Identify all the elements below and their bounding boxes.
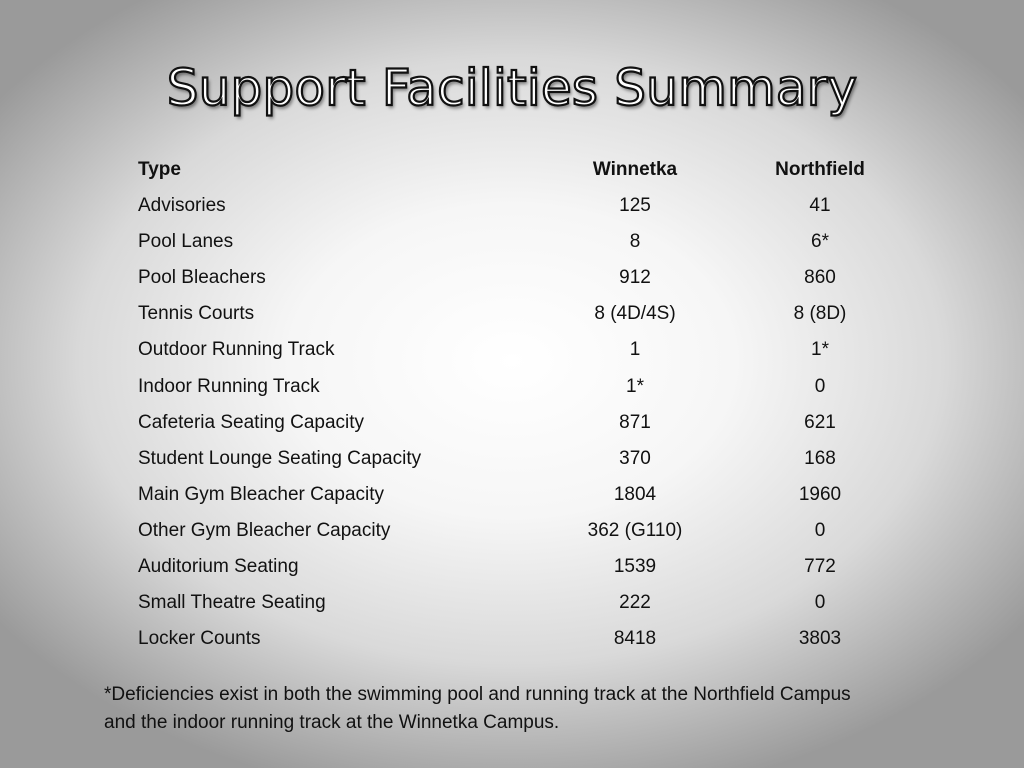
header-northfield: Northfield [775, 159, 865, 180]
row-type: Student Lounge Seating Capacity [138, 447, 422, 469]
table-row [138, 369, 918, 405]
row-type: Pool Lanes [138, 231, 234, 253]
row-winnetka: 222 [619, 592, 651, 614]
row-northfield: 0 [814, 519, 826, 541]
row-winnetka: 912 [619, 267, 651, 289]
row-type: Advisories [138, 195, 226, 217]
row-northfield: 6* [811, 231, 829, 253]
row-type: Outdoor Running Track [138, 339, 335, 361]
row-winnetka: 1539 [613, 556, 657, 578]
row-northfield: 772 [804, 556, 836, 578]
row-northfield: 621 [804, 411, 836, 433]
row-winnetka: 370 [619, 447, 651, 469]
row-winnetka: 8 (4D/4S) [594, 303, 676, 325]
table-row [138, 260, 918, 296]
row-winnetka: 8418 [613, 628, 657, 650]
row-winnetka: 8 [629, 231, 641, 253]
table-row [138, 224, 918, 260]
table-row [138, 585, 918, 621]
slide-title: Support Facilities Summary [166, 59, 858, 117]
table-header-row [138, 152, 918, 188]
row-type: Auditorium Seating [138, 556, 299, 578]
row-northfield: 168 [804, 447, 836, 469]
row-northfield: 8 (8D) [793, 303, 847, 325]
row-northfield: 1* [811, 339, 829, 361]
table-row [138, 549, 918, 585]
row-northfield: 0 [814, 375, 826, 397]
row-type: Indoor Running Track [138, 375, 320, 397]
table-row [138, 296, 918, 332]
row-northfield: 860 [804, 267, 836, 289]
table-row [138, 513, 918, 549]
row-type: Main Gym Bleacher Capacity [138, 483, 385, 505]
table-row [138, 405, 918, 441]
row-winnetka: 125 [619, 195, 651, 217]
header-winnetka: Winnetka [592, 159, 678, 180]
table-row [138, 332, 918, 368]
row-type: Other Gym Bleacher Capacity [138, 519, 391, 541]
header-type: Type [138, 159, 181, 180]
row-type: Locker Counts [138, 628, 261, 650]
row-winnetka: 1 [629, 339, 641, 361]
footnote: *Deficiencies exist in both the swimming pool and running track at the Northfield Campus and the indoor running track at the Winnetka Campus. [104, 684, 851, 733]
row-type: Small Theatre Seating [138, 592, 326, 614]
table-row [138, 188, 918, 224]
table-row [138, 621, 918, 657]
row-winnetka: 1804 [613, 483, 657, 505]
row-type: Pool Bleachers [138, 267, 266, 289]
table-row [138, 477, 918, 513]
row-winnetka: 871 [619, 411, 651, 433]
table-row [138, 441, 918, 477]
facilities-table [138, 152, 918, 657]
row-winnetka: 362 (G110) [587, 519, 683, 541]
row-type: Cafeteria Seating Capacity [138, 411, 365, 433]
row-winnetka: 1* [626, 375, 644, 397]
row-northfield: 1960 [798, 483, 842, 505]
row-northfield: 41 [809, 195, 831, 217]
row-type: Tennis Courts [138, 303, 255, 325]
row-northfield: 3803 [798, 628, 842, 650]
row-northfield: 0 [814, 592, 826, 614]
